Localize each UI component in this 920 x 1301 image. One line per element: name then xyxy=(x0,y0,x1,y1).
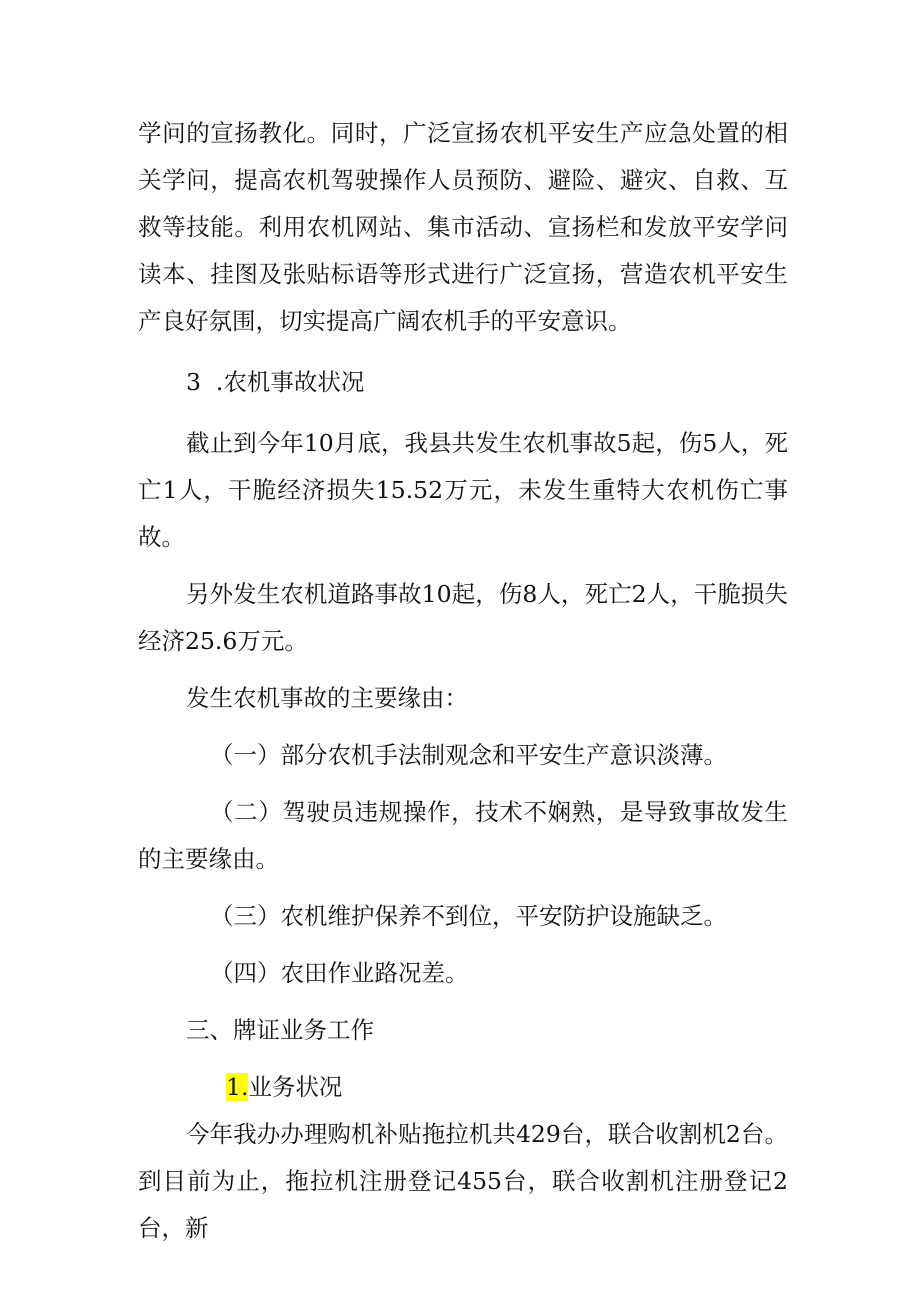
heading-accident-status: 3 .农机事故状况 xyxy=(186,368,365,396)
paragraph-road-accidents: 另外发生农机道路事故10起，伤8人，死亡2人，干脆损失经济25.6万元。 xyxy=(138,580,788,655)
subsection-title: 业务状况 xyxy=(248,1073,343,1101)
paragraph-accident-stats: 截止到今年10月底，我县共发生农机事故5起，伤5人，死亡1人，干脆经济损失15.52万元，未发生重特大农机伤亡事故。 xyxy=(138,429,788,551)
list-item-cause-4: （四）农田作业路况差。 xyxy=(210,959,469,987)
document-body xyxy=(138,110,788,1252)
list-item-cause-2: （二）驾驶员违规操作，技术不娴熟，是导致事故发生的主要缘由。 xyxy=(138,798,788,873)
paragraph-business-stats: 今年我办办理购机补贴拖拉机共429台，联合收割机2台。到目前为止，拖拉机注册登记455台，联合收割机注册登记2台，新 xyxy=(138,1120,788,1242)
highlighted-number: 1. xyxy=(226,1073,249,1101)
paragraph-causes-intro: 发生农机事故的主要缘由： xyxy=(186,684,468,712)
subsection-heading-business xyxy=(138,1064,788,1111)
section-heading-license: 三、牌证业务工作 xyxy=(186,1016,374,1044)
paragraph-publicity: 学问的宣扬教化。同时，广泛宣扬农机平安生产应急处置的相关学问，提高农机驾驶操作人员预防、避险、避灾、自救、互救等技能。利用农机网站、集市活动、宣扬栏和发放平安学问读本、挂图及张贴标语等形式进行广泛宣扬，营造农机平安生产良好氛围，切实提高广阔农机手的平安意识。 xyxy=(138,119,788,335)
list-item-cause-3: （三）农机维护保养不到位，平安防护设施缺乏。 xyxy=(210,902,727,930)
list-item-cause-1: （一）部分农机手法制观念和平安生产意识淡薄。 xyxy=(210,741,727,769)
